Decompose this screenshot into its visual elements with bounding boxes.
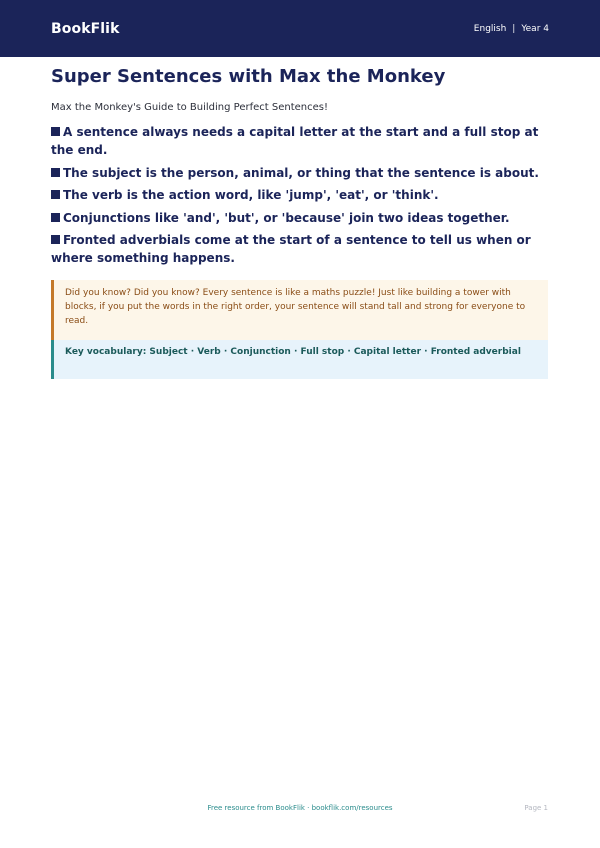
page-subtitle: Max the Monkey's Guide to Building Perfect Sentences! xyxy=(51,102,329,113)
fun-fact-text: Did you know? Did you know? Every sentence is like a maths puzzle! Just like building a tower with blocks, if you put the words in the right order, your sentence will stand tall and strong for everyone to read. xyxy=(65,288,526,326)
point-text: Conjunctions like 'and', 'but', or 'because' join two ideas together. xyxy=(63,210,510,225)
point-text: The subject is the person, animal, or thing that the sentence is about. xyxy=(63,165,539,180)
square-bullet-icon xyxy=(51,213,60,222)
page-number: Page 1 xyxy=(524,804,548,812)
page-title: Super Sentences with Max the Monkey xyxy=(51,66,446,87)
list-item xyxy=(51,186,551,204)
brand-logo-text[interactable]: BookFlik xyxy=(51,20,120,37)
point-text: The verb is the action word, like 'jump', 'eat', or 'think'. xyxy=(63,188,439,202)
list-item xyxy=(51,231,551,267)
worksheet-content xyxy=(51,66,551,379)
page-footer xyxy=(0,802,600,816)
meta-separator: | xyxy=(512,23,516,34)
list-item xyxy=(51,209,551,227)
fun-fact-callout xyxy=(51,280,548,340)
subject-label: English xyxy=(473,23,507,34)
footer-credit-link[interactable]: Free resource from BookFlik · bookflik.com/resources xyxy=(207,804,393,812)
point-text: A sentence always needs a capital letter at the start and a full stop at the end. xyxy=(51,125,539,157)
vocabulary-callout xyxy=(51,340,548,379)
top-banner xyxy=(0,0,600,57)
vocabulary-text: Key vocabulary: Subject · Verb · Conjunction · Full stop · Capital letter · Fronted adverbial xyxy=(65,347,521,357)
point-text: Fronted adverbials come at the start of a sentence to tell us when or where something happens. xyxy=(51,233,531,265)
key-points-list xyxy=(51,123,551,267)
subject-meta xyxy=(474,24,549,34)
square-bullet-icon xyxy=(51,235,60,244)
list-item xyxy=(51,164,551,182)
square-bullet-icon xyxy=(51,168,60,177)
square-bullet-icon xyxy=(51,127,60,136)
year-label: Year 4 xyxy=(521,23,549,34)
list-item xyxy=(51,123,551,159)
square-bullet-icon xyxy=(51,190,60,199)
